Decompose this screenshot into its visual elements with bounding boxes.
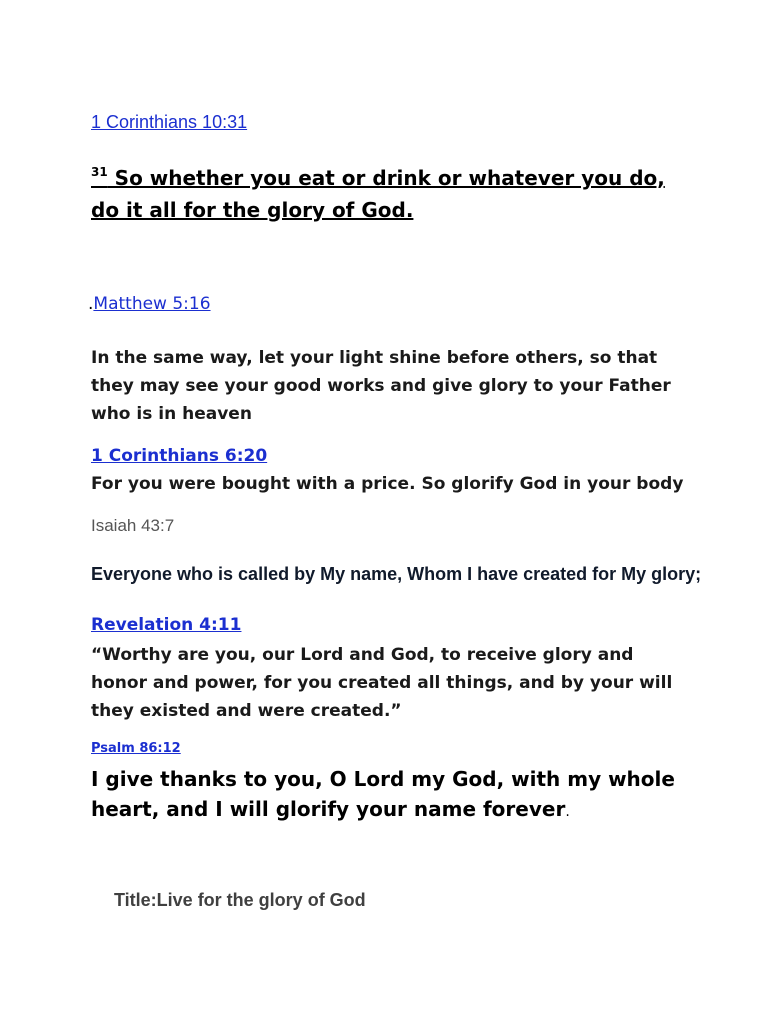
verse-isaiah-43-7: Everyone who is called by My name, Whom I have created for My glory; [91,564,702,584]
reference-line-matthew [88,294,211,314]
verse-revelation-4-11: “Worthy are you, our Lord and God, to receive glory and honor and power, for you created all things, and by your will they existed and were created.” [91,645,673,721]
reference-link-1-corinthians-10-31[interactable]: 1 Corinthians 10:31 [91,112,248,132]
verse-number: 31 [91,165,108,179]
reference-link-matthew-5-16[interactable]: Matthew 5:16 [93,294,211,314]
reference-link-revelation-4-11[interactable]: Revelation 4:11 [91,615,242,635]
verse-psalm-86-12 [91,764,691,827]
verse-text: So whether you eat or drink or whatever you do, do it all for the glory of God. [91,166,665,222]
verse-1-corinthians-6-20: For you were bought with a price. So glorify God in your body [91,474,684,494]
document-title: Title:Live for the glory of God [114,890,366,910]
verse-1-corinthians-10-31 [91,156,691,226]
reference-link-1-corinthians-6-20[interactable]: 1 Corinthians 6:20 [91,446,268,466]
verse-tail: . [565,804,570,820]
verse-matthew-5-16: In the same way, let your light shine before others, so that they may see your good works and give glory to your Father who is in heaven [91,348,671,424]
reference-link-psalm-86-12[interactable]: Psalm 86:12 [91,741,181,756]
prefix-dot: . [88,294,94,314]
reference-isaiah-43-7: Isaiah 43:7 [91,516,175,535]
verse-text: I give thanks to you, O Lord my God, with my whole heart, and I will glorify your name forever [91,767,675,821]
